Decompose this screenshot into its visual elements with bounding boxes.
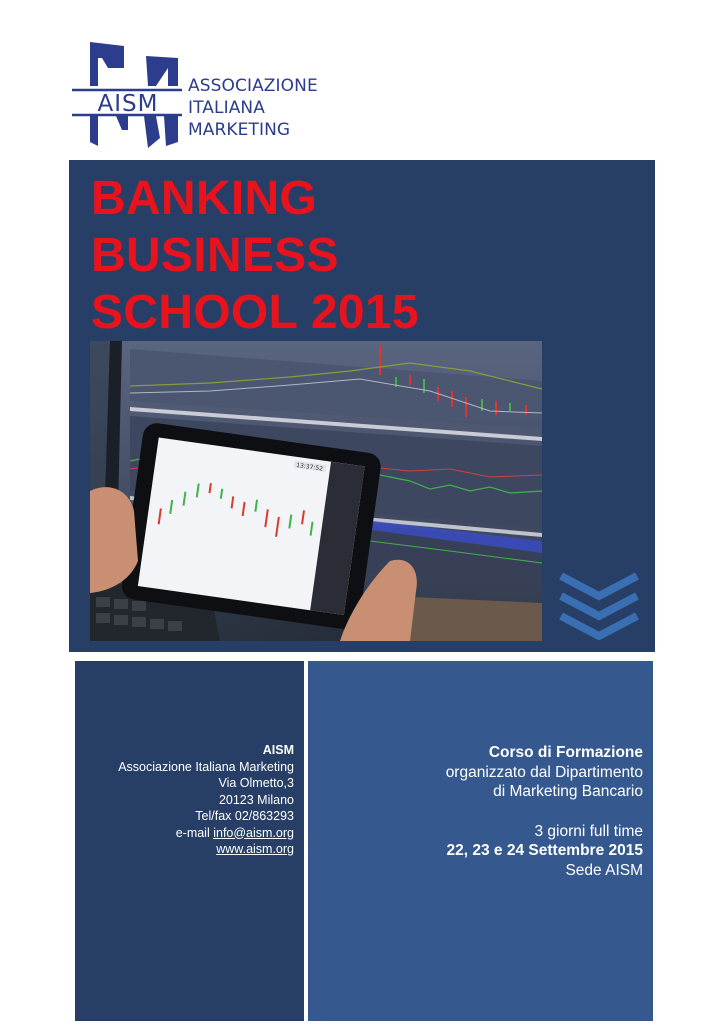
trading-photo <box>90 341 542 641</box>
course-panel <box>308 661 653 1021</box>
logo-line-2: ITALIANA <box>188 98 265 118</box>
contact-email-prefix: e-mail <box>175 825 214 840</box>
contact-organization: Associazione Italiana Marketing <box>118 759 294 774</box>
chevron-down-icon <box>559 570 639 640</box>
logo-acronym: AISM <box>97 91 159 117</box>
course-duration: 3 giorni full time <box>534 822 643 840</box>
contact-email-link[interactable]: info@aism.org <box>213 825 294 840</box>
hero-title-line-1: BANKING <box>91 172 318 225</box>
hero-title-line-2: BUSINESS <box>91 229 339 282</box>
logo-line-3: MARKETING <box>188 120 291 140</box>
contact-website-link[interactable]: www.aism.org <box>216 842 294 856</box>
tablet-time-label: 13:37:52 <box>295 461 324 473</box>
course-heading: Corso di Formazione <box>488 744 643 761</box>
course-organizer-line-1: organizzato dal Dipartimento <box>445 763 643 781</box>
course-organizer-line-2: di Marketing Bancario <box>493 783 643 800</box>
contact-email-line <box>118 825 294 842</box>
contact-name: AISM <box>262 743 294 757</box>
hero-title-line-3: SCHOOL 2015 <box>91 286 419 339</box>
logo-line-1: ASSOCIAZIONE <box>188 76 318 96</box>
logo-wordmark <box>188 38 318 141</box>
course-venue: Sede AISM <box>565 861 643 879</box>
contact-phone: Tel/fax 02/863293 <box>195 809 294 823</box>
contact-info <box>118 742 294 858</box>
contact-panel <box>75 661 304 1021</box>
course-info <box>446 743 643 880</box>
course-dates: 22, 23 e 24 Settembre 2015 <box>446 842 643 859</box>
trading-photo-illustration <box>90 341 542 641</box>
contact-street: Via Olmetto,3 <box>218 776 294 790</box>
contact-city: 20123 Milano <box>218 792 294 807</box>
hero-banner <box>69 160 655 652</box>
hero-title <box>91 170 511 341</box>
